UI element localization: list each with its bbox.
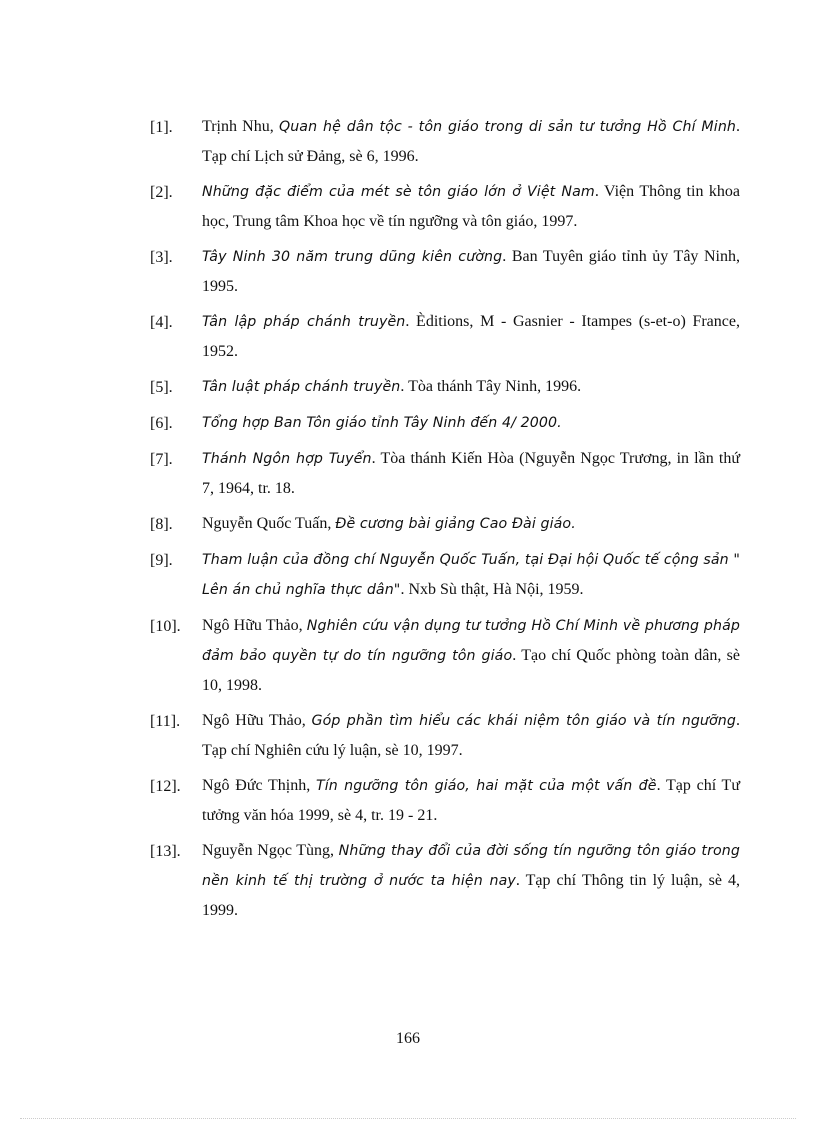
reference-text bbox=[202, 112, 740, 171]
reference-number: [2]. bbox=[150, 184, 173, 201]
reference-item bbox=[150, 771, 740, 830]
reference-author: Trịnh Nhu, bbox=[202, 118, 279, 135]
reference-source: . Nxb Sù thật, Hà Nội, 1959. bbox=[400, 581, 584, 598]
reference-author: Nguyễn Quốc Tuấn, bbox=[202, 515, 336, 532]
reference-source: . Tòa thánh Kiến Hòa (Nguyễn Ngọc Trương, in lần thứ 7, 1964, tr. 18. bbox=[202, 450, 740, 497]
reference-item bbox=[150, 509, 740, 539]
reference-title: Tín ngưỡng tôn giáo, hai mặt của một vấn đề bbox=[315, 778, 657, 794]
reference-item bbox=[150, 372, 740, 402]
reference-title: Quan hệ dân tộc - tôn giáo trong di sản tư tưởng Hồ Chí Minh bbox=[278, 119, 736, 135]
reference-text bbox=[202, 372, 740, 402]
reference-title: Thánh Ngôn hợp Tuyển bbox=[202, 451, 372, 467]
reference-text bbox=[202, 611, 740, 700]
reference-number: [3]. bbox=[150, 249, 173, 266]
reference-title: Đề cương bài giảng Cao Đài giáo. bbox=[335, 516, 576, 532]
reference-source: . Tạp chí Tư tưởng văn hóa 1999, sè 4, tr. 19 - 21. bbox=[202, 777, 741, 824]
reference-title: Tân lập pháp chánh truyền bbox=[202, 314, 406, 330]
reference-source: . Tạp chí Lịch sử Đảng, sè 6, 1996. bbox=[202, 118, 740, 165]
reference-item bbox=[150, 611, 740, 700]
reference-author: Ngô Hữu Thảo, bbox=[202, 617, 307, 634]
reference-source: . Tạp chí Thông tin lý luận, sè 4, 1999. bbox=[202, 872, 740, 919]
reference-text bbox=[202, 444, 740, 503]
reference-text bbox=[202, 706, 740, 765]
reference-text bbox=[202, 545, 740, 605]
reference-item bbox=[150, 408, 740, 438]
reference-text bbox=[202, 771, 740, 830]
reference-item bbox=[150, 545, 740, 605]
reference-number: [4]. bbox=[150, 314, 173, 331]
reference-title: Tổng hợp Ban Tôn giáo tỉnh Tây Ninh đến 4/ 2000. bbox=[202, 415, 562, 431]
reference-item bbox=[150, 444, 740, 503]
reference-title: Những đặc điểm của mét sè tôn giáo lớn ở Việt Nam bbox=[202, 184, 595, 200]
reference-item bbox=[150, 242, 740, 301]
reference-source: . Ban Tuyên giáo tỉnh ủy Tây Ninh, 1995. bbox=[202, 248, 740, 295]
reference-text bbox=[202, 307, 740, 366]
reference-list bbox=[150, 112, 740, 931]
reference-author: Ngô Hữu Thảo, bbox=[202, 712, 312, 729]
page-number: 166 bbox=[396, 1030, 420, 1047]
reference-number: [10]. bbox=[150, 618, 181, 635]
reference-text bbox=[202, 408, 740, 438]
reference-item bbox=[150, 706, 740, 765]
reference-title: Tân luật pháp chánh truyền bbox=[202, 379, 401, 395]
reference-number: [12]. bbox=[150, 778, 181, 795]
reference-source: . Tạo chí Quốc phòng toàn dân, sè 10, 1998. bbox=[202, 647, 741, 694]
reference-number: [9]. bbox=[150, 552, 173, 569]
reference-number: [13]. bbox=[150, 843, 181, 860]
reference-number: [11]. bbox=[150, 713, 181, 730]
reference-text bbox=[202, 509, 740, 539]
reference-number: [1]. bbox=[150, 119, 173, 136]
reference-number: [7]. bbox=[150, 451, 173, 468]
reference-source: . Èditions, M - Gasnier - Itampes (s-et-o) France, 1952. bbox=[202, 313, 740, 360]
reference-title: Tây Ninh 30 năm trung dũng kiên cường bbox=[202, 249, 503, 265]
reference-author: Nguyễn Ngọc Tùng, bbox=[202, 842, 339, 859]
reference-item bbox=[150, 177, 740, 236]
reference-number: [5]. bbox=[150, 379, 173, 396]
reference-text bbox=[202, 242, 740, 301]
reference-source: . Tạp chí Nghiên cứu lý luận, sè 10, 1997. bbox=[202, 712, 740, 759]
reference-item bbox=[150, 112, 740, 171]
reference-author: Ngô Đức Thịnh, bbox=[202, 777, 316, 794]
reference-text bbox=[202, 836, 740, 925]
reference-title: Những thay đổi của đời sống tín ngưỡng tôn giáo trong nền kinh tế thị trường ở nước ta hiện nay bbox=[202, 843, 740, 889]
reference-title: Góp phần tìm hiểu các khái niệm tôn giáo và tín ngưỡng bbox=[311, 713, 736, 729]
page-edge-divider bbox=[20, 1118, 796, 1119]
reference-text bbox=[202, 177, 740, 236]
reference-source: . Tòa thánh Tây Ninh, 1996. bbox=[400, 378, 582, 395]
reference-item bbox=[150, 307, 740, 366]
reference-item bbox=[150, 836, 740, 925]
reference-title: Tham luận của đồng chí Nguyễn Quốc Tuấn, tại Đại hội Quốc tế cộng sản " Lên án chủ nghĩa thực dân" bbox=[202, 552, 740, 598]
reference-source: . Viện Thông tin khoa học, Trung tâm Khoa học về tín ngưỡng và tôn giáo, 1997. bbox=[202, 183, 741, 230]
reference-title: Nghiên cứu vận dụng tư tưởng Hồ Chí Minh về phương pháp đảm bảo quyền tự do tín ngưỡng tôn giáo bbox=[202, 618, 740, 664]
reference-number: [8]. bbox=[150, 516, 173, 533]
reference-number: [6]. bbox=[150, 415, 173, 432]
